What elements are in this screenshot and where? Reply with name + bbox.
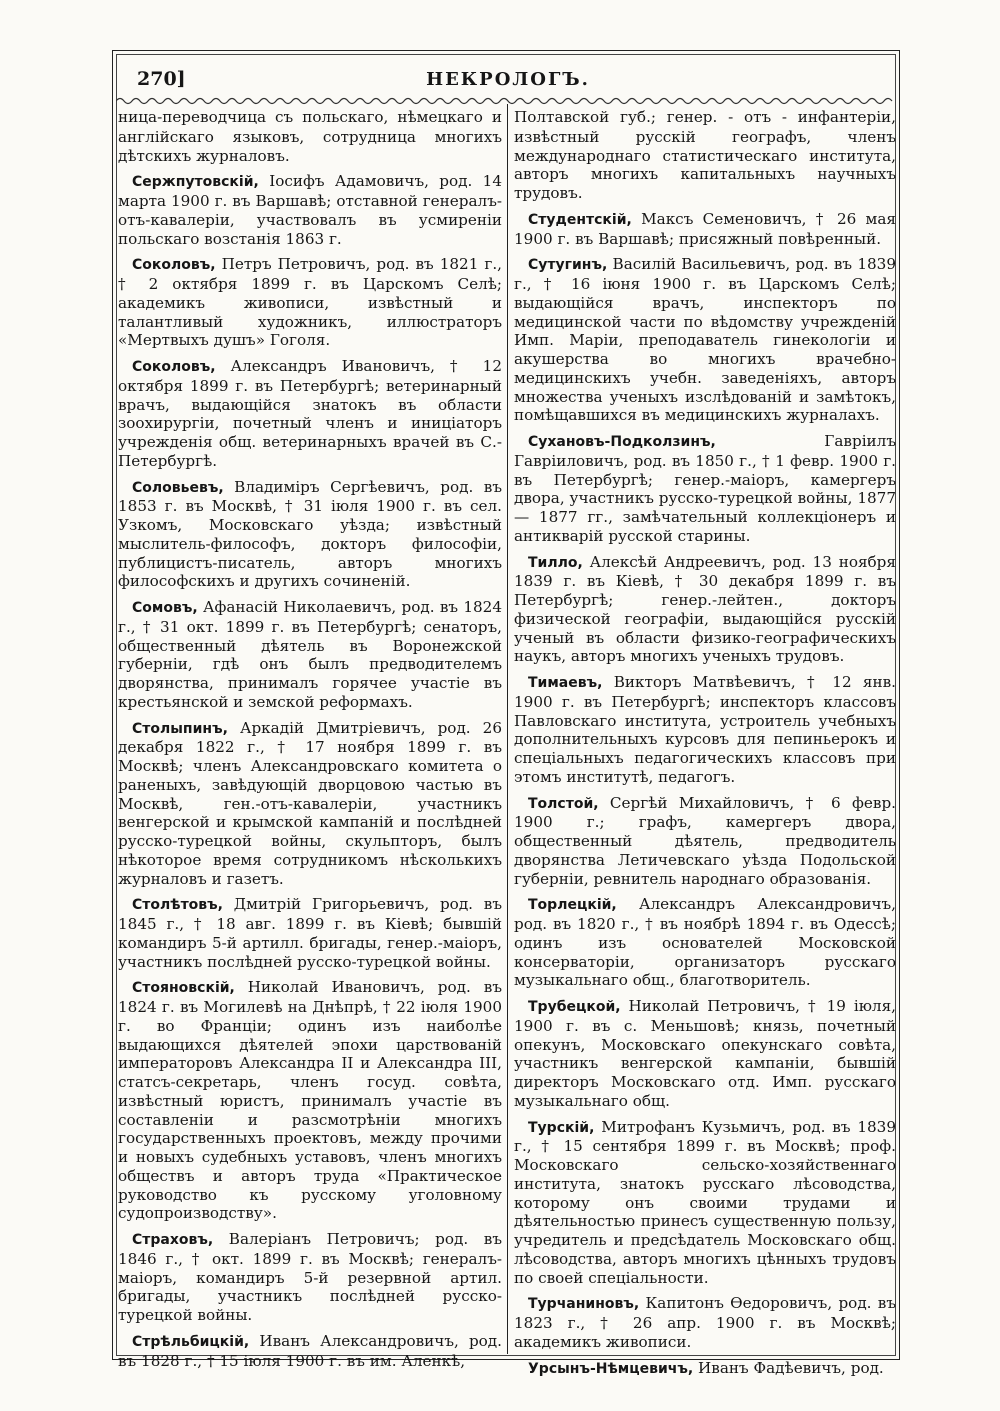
- entry: [118, 1332, 502, 1371]
- entry-text: Гавріилъ Гавріиловичъ, род. въ 1850 г., † 1 февр. 1900 г. въ Петербургѣ; генер.-маіоръ, камергеръ двора, участникъ русско-турецкой войны, 1877 — 1877 гг., замѣчательный коллекціонеръ и антикварій русской старины.: [514, 432, 896, 545]
- entry: [118, 255, 502, 350]
- entry: [118, 1230, 502, 1325]
- entry: [514, 673, 896, 787]
- entry-text: Валеріанъ Петровичъ; род. въ 1846 г., † окт. 1899 г. въ Москвѣ; генералъ-маіоръ, командиръ 5-й резервной артил. бригады, участникъ послѣдней русско-турецкой войны.: [118, 1230, 502, 1324]
- entry-text: Александръ Ивановичъ, † 12 октября 1899 г. въ Петербургѣ; ветеринарный врачъ, выдающійся знатокъ въ области зоохирургіи, почетный членъ и иниціаторъ учрежденія общ. ветеринарныхъ врачей въ С.-Петербургѣ.: [118, 357, 502, 470]
- entry: [118, 478, 502, 592]
- entry-text: Владиміръ Сергѣевичъ, род. въ 1853 г. въ Москвѣ, † 31 іюля 1900 г. въ сел. Узкомъ, Московскаго уѣзда; извѣстный мыслитель-философъ, докторъ философіи, публицистъ-писатель, авторъ многихъ философскихъ и другихъ сочиненій.: [118, 477, 502, 591]
- entry-name: Тимаевъ,: [528, 675, 603, 691]
- page-number: 270]: [137, 68, 186, 90]
- entry-text: Аркадій Дмитріевичъ, род. 26 декабря 1822 г., † 17 ноября 1899 г. въ Москвѣ; членъ Александровскаго комитета о раненыхъ, завѣдующій дворцовою частью въ Москвѣ, ген.-отъ-кавалеріи, участникъ венгерской и крымской кампаній и послѣдней русско-турецкой войны, скульпторъ, былъ нѣкоторое время сотрудникомъ нѣсколькихъ журналовъ и газетъ.: [118, 718, 502, 888]
- page-header: [133, 64, 883, 94]
- entry: ница-переводчица съ польскаго, нѣмецкаго и англійскаго языковъ, сотрудница многихъ дѣтскихъ журналовъ.: [118, 108, 502, 165]
- entry-name: Толстой,: [528, 795, 599, 812]
- entry-name: Студентскій,: [528, 211, 632, 228]
- entry-name: Соловьевъ,: [132, 479, 224, 496]
- entry: [514, 794, 896, 889]
- entry-text: Иванъ Александровичъ, род. въ 1828 г., † 15 іюля 1900 г. въ им. Аленкѣ,: [118, 1331, 502, 1370]
- entry-name: Столыпинъ,: [132, 720, 228, 737]
- entry: [118, 172, 502, 248]
- entry-text: Афанасій Николаевичъ, род. въ 1824 г., † 31 окт. 1899 г. въ Петербургѣ; сенаторъ, общественный дѣятель въ Воронежской губерніи, гдѣ онъ былъ предводителемъ дворянства, принималъ горячее участіе въ крестьянской и земской реформахъ.: [118, 598, 502, 711]
- entry: [118, 895, 502, 971]
- entry-name: Столѣтовъ,: [132, 897, 223, 914]
- entry: [514, 553, 896, 667]
- entry-name: Сутугинъ,: [528, 257, 608, 274]
- entry-name: Турчаниновъ,: [528, 1296, 640, 1313]
- entry: [118, 719, 502, 889]
- entry-name: Урсынъ-Нѣмцевичъ,: [528, 1360, 694, 1377]
- entry: [118, 357, 502, 471]
- entry: [118, 978, 502, 1223]
- entry: Полтавской губ.; генер. - отъ - инфантеріи, извѣстный русскій географъ, членъ международнаго статистическаго института, авторъ многихъ капитальныхъ научныхъ трудовъ.: [514, 108, 896, 202]
- entry-name: Тилло,: [528, 554, 583, 571]
- entry-name: Турскій,: [528, 1119, 595, 1136]
- header-ornament-rule: [116, 94, 894, 108]
- entry-text: Иванъ Фадѣевичъ, род.: [693, 1358, 884, 1377]
- entry-name: Трубецкой,: [528, 999, 621, 1015]
- entry-text: Александръ Александровичъ, род. въ 1820 г., † въ ноябрѣ 1894 г. въ Одессѣ; одинъ изъ основателей Московской консерваторіи, организаторъ русскаго музыкальнаго общ., благотворитель.: [514, 895, 896, 990]
- entry-text: Викторъ Матвѣевичъ, † 12 янв. 1900 г. въ Петербургѣ; инспекторъ классовъ Павловскаго института, устроитель учебныхъ дополнительныхъ курсовъ для пепиньерокъ и спеціальныхъ педагогическихъ классовъ при этомъ институтѣ, педагогъ.: [514, 673, 896, 786]
- entry: [514, 1359, 896, 1379]
- entry-text: Алексѣй Андреевичъ, род. 13 ноября 1839 г. въ Кіевѣ, † 30 декабря 1899 г. въ Петербургѣ; генер.-лейтен., докторъ физической географіи, выдающійся русскій ученый въ области физико-географическихъ наукъ, авторъ многихъ ученыхъ трудовъ.: [514, 552, 896, 666]
- entry-text: Василій Васильевичъ, род. въ 1839 г., † 16 іюня 1900 г. въ Царскомъ Селѣ; выдающійся врачъ, инспекторъ по медицинской части по вѣдомству учрежденій Имп. Маріи, преподаватель гинекологіи и акушерства во многихъ врачебно-медицинскихъ учебн. заведеніяхъ, авторъ множества ученыхъ изслѣдованій и замѣтокъ, помѣщавшихся въ медицинскихъ журналахъ.: [514, 255, 896, 425]
- entry-text: Дмитрій Григорьевичъ, род. въ 1845 г., † 18 авг. 1899 г. въ Кіевѣ; бывшій командиръ 5-й артилл. бригады, генер.-маіоръ, участникъ послѣдней русско-турецкой войны.: [118, 895, 502, 971]
- entry-name: Сержпутовскій,: [132, 174, 259, 191]
- entry-text: Николай Петровичъ, † 19 іюля, 1900 г. въ с. Меньшовѣ; князь, почетный опекунъ, Московскаго опекунскаго совѣта, участникъ венгерской кампаніи, бывшій директоръ Московскаго отд. Имп. русскаго музыкальнаго общ.: [514, 997, 896, 1110]
- entry-text: Максъ Семеновичъ, † 26 мая 1900 г. въ Варшавѣ; присяжный повѣренный.: [514, 209, 896, 248]
- entry-text: Іосифъ Адамовичъ, род. 14 марта 1900 г. въ Варшавѣ; отставной генералъ-отъ-кавалеріи, участвовалъ въ усмиреніи польскаго возстанія 1863 г.: [118, 172, 502, 248]
- entry-name: Торлецкій,: [528, 897, 617, 914]
- left-column: [118, 108, 502, 1377]
- entry-text: Петръ Петровичъ, род. въ 1821 г., † 2 октября 1899 г. въ Царскомъ Селѣ; академикъ живописи, извѣстный и талантливый художникъ, иллюстраторъ «Мертвыхъ душъ» Гоголя.: [118, 255, 502, 350]
- entry: [514, 210, 896, 249]
- entry-name: Соколовъ,: [132, 257, 216, 274]
- entry-name: Сухановъ-Подколзинъ,: [528, 434, 716, 450]
- running-title: НЕКРОЛОГЪ.: [426, 69, 590, 90]
- entry: [118, 598, 502, 712]
- entry: [514, 997, 896, 1111]
- entry-name: Стрѣльбицкій,: [132, 1333, 250, 1350]
- entry-text: Сергѣй Михайловичъ, † 6 февр. 1900 г.; графъ, камергеръ двора, общественный дѣятель, предводитель дворянства Летичевскаго уѣзда Подольской губерніи, ревнитель народнаго образованія.: [514, 793, 896, 888]
- entry: [514, 1294, 896, 1351]
- entry: [514, 432, 896, 546]
- entry: [514, 895, 896, 990]
- entry: [514, 1118, 896, 1288]
- entry-text: Митрофанъ Кузьмичъ, род. въ 1839 г., † 15 сентября 1899 г. въ Москвѣ; проф. Московскаго сельско-хозяйственнаго института, знатокъ русскаго лѣсоводства, которому онъ своими трудами и дѣятельностью принесъ существенную пользу, учредитель и предсѣдатель Московскаго общ. лѣсоводства, авторъ многихъ цѣнныхъ трудовъ по своей спеціальности.: [514, 1117, 896, 1287]
- entry-name: Страховъ,: [132, 1232, 214, 1248]
- entry-name: Стояновскій,: [132, 980, 235, 997]
- entry-text: Николай Ивановичъ, род. въ 1824 г. въ Могилевѣ на Днѣпрѣ, † 22 іюля 1900 г. во Франціи; одинъ изъ наиболѣе выдающихся дѣятелей эпохи царствованій императоровъ Александра II и Александра III, статсъ-секретарь, членъ госуд. совѣта, извѣстный юристъ, принималъ участіе въ составленіи и разсмотрѣніи многихъ государственныхъ проектовъ, между прочими и новыхъ судебныхъ уставовъ, членъ многихъ обществъ и авторъ труда «Практическое руководство къ русскому уголовному судопроизводству».: [118, 978, 502, 1223]
- entry-name: Соколовъ,: [132, 359, 216, 375]
- entry-text: Капитонъ Ѳедоровичъ, род. въ 1823 г., † 26 апр. 1900 г. въ Москвѣ; академикъ живописи.: [514, 1294, 896, 1351]
- entry: [514, 255, 896, 425]
- entry-name: Сомовъ,: [132, 600, 198, 616]
- column-divider: [507, 104, 508, 1354]
- right-column: [514, 108, 896, 1385]
